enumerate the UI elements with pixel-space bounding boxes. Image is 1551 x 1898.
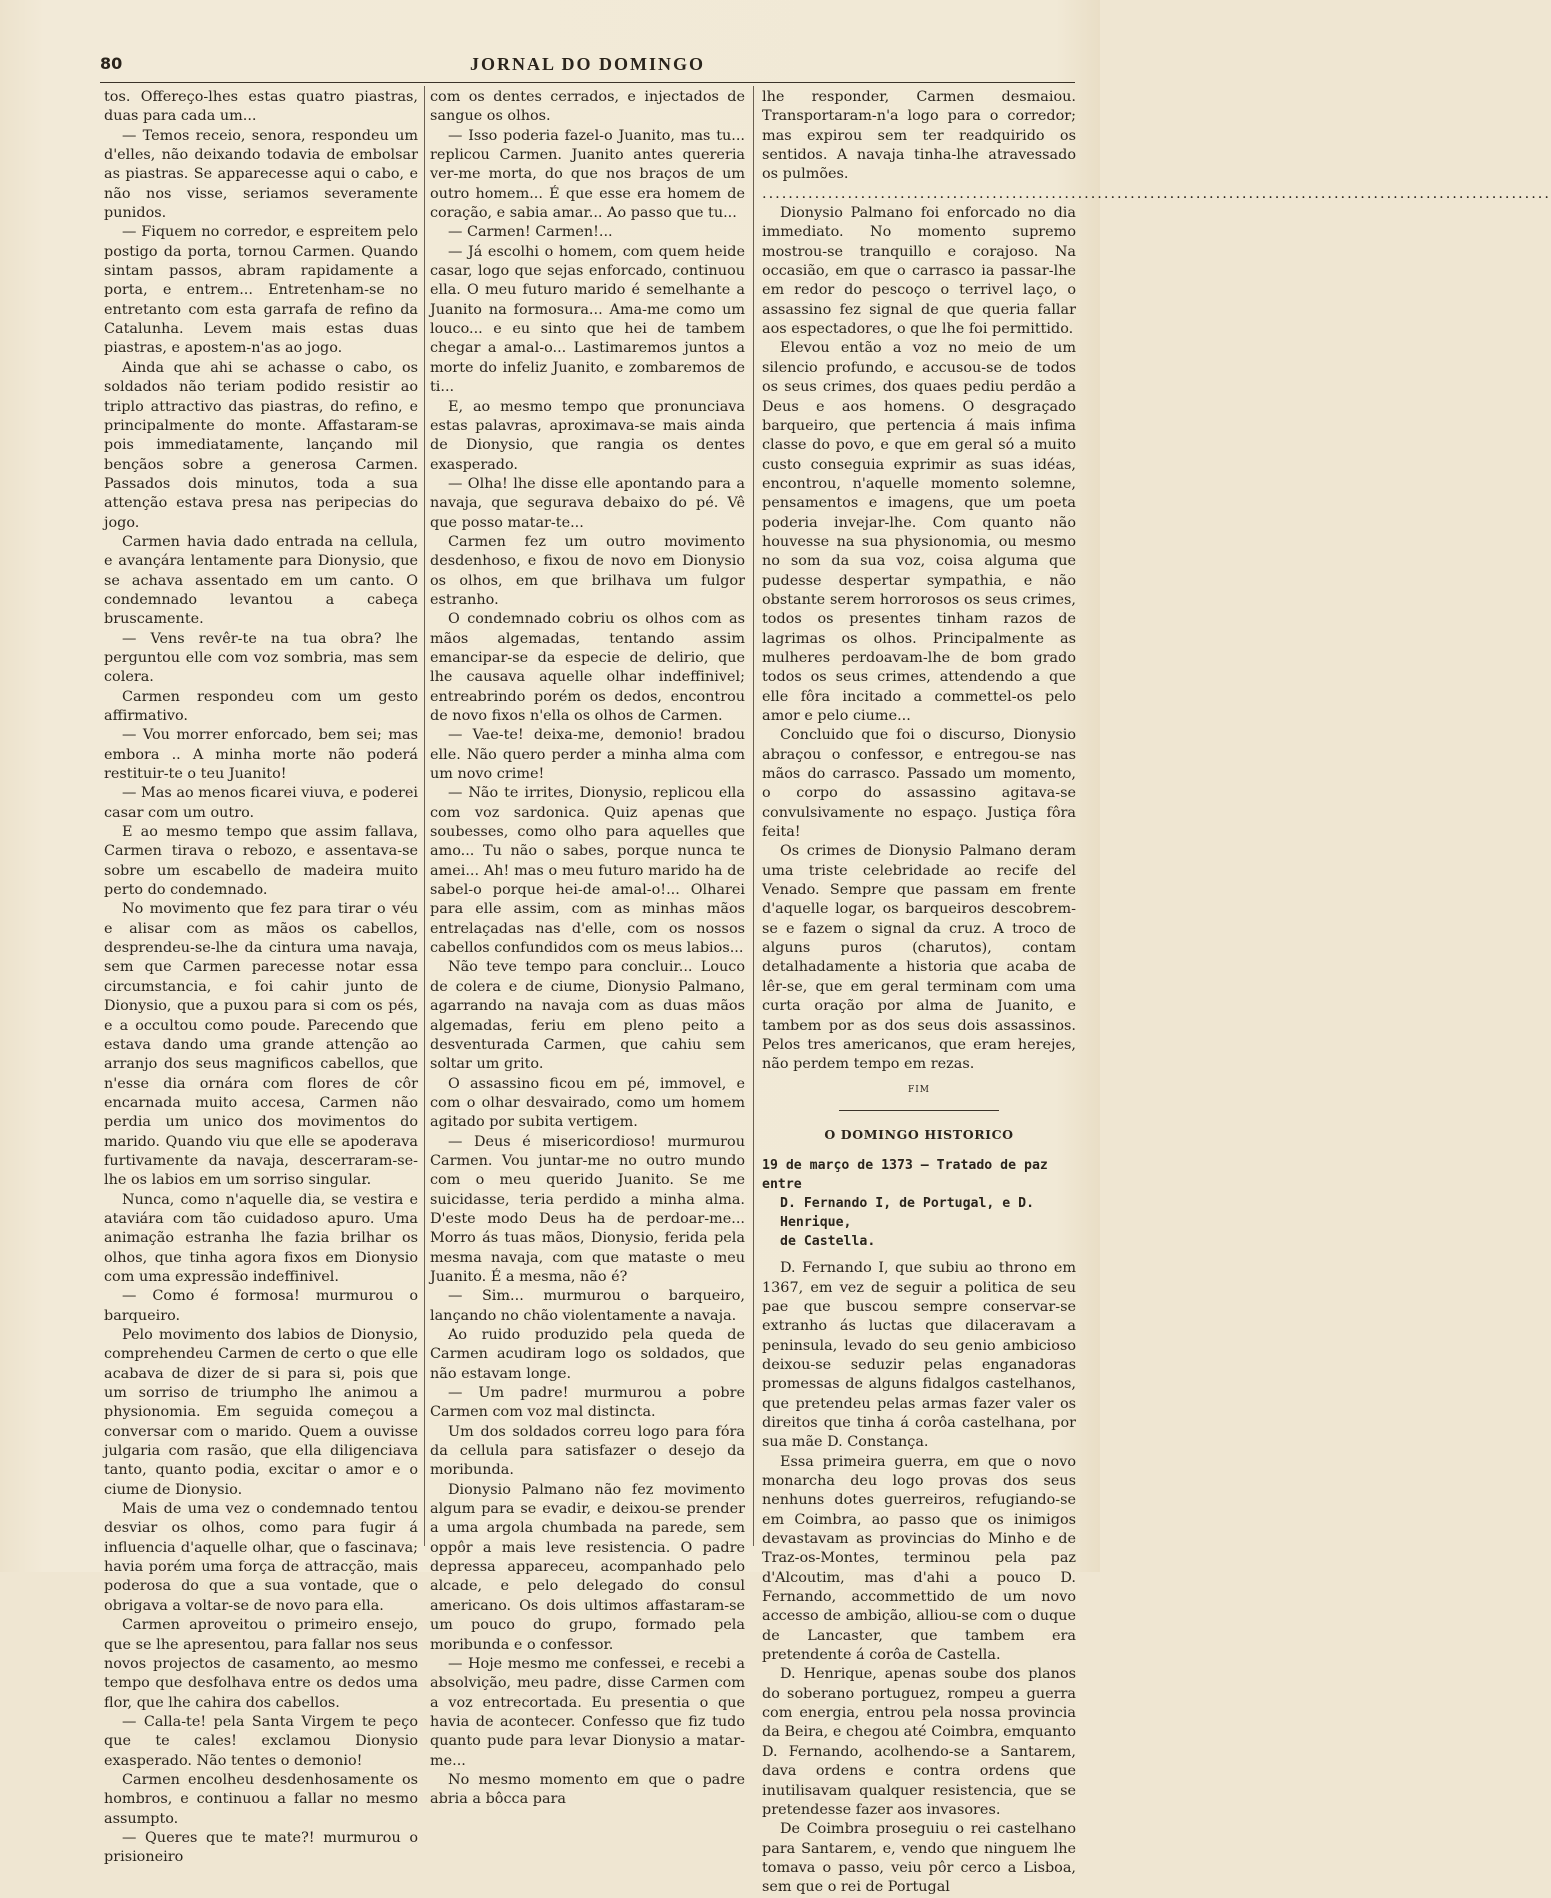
paragraph: Concluido que foi o discurso, Dionysio abraçou o confessor, e entregou-se nas mãos do carrasco. Passado um momento, o corpo do assassino agitava-se convulsivamente no espaço. Justiça fôra feita! (762, 727, 1076, 841)
paragraph: Um dos soldados correu logo para fóra da cellula para satisfazer o desejo da moribunda. (430, 1423, 745, 1479)
paragraph: Carmen fez um outro movimento desdenhoso, e fixou de novo em Dionysio os olhos, em que brilhava um fulgor estranho. (430, 533, 745, 608)
headline-line-3: de Castella. (780, 1234, 876, 1250)
paragraph: Não teve tempo para concluir... Louco de colera e de ciume, Dionysio Palmano, agarrando na navaja com as duas mãos algemadas, feriu em pleno peito a desventurada Carmen, que cahiu sem soltar um grito. (430, 959, 745, 1073)
paragraph: Carmen respondeu com um gesto affirmativo. (104, 688, 418, 724)
paragraph: Ainda que ahi se achasse o cabo, os soldados não teriam podido resistir ao triplo attractivo das piastras, do refino, e principalmente do monte. Affastaram-se pois immediatamente, lançando mil bençãos sobre a generosa Carmen. Passados dois minutos, toda a sua attenção estava presa nas peripecias do jogo. (104, 359, 418, 531)
headline-line-2: D. Fernando I, de Portugal, e D. Henrique, (780, 1196, 1035, 1231)
paragraph: Pelo movimento dos labios de Dionysio, comprehendeu Carmen de certo o que elle acabava de dizer de si para si, pois que um sorriso de triumpho lhe animou a physionomia. Em seguida começou a conversar com o marido. Quem a ouvisse julgaria com rasão, que ella diligenciava tanto, quanto podia, excitar o amor e o ciume de Dionysio. (104, 1327, 418, 1498)
paragraph: — Vou morrer enforcado, bem sei; mas embora .. A minha morte não poderá restituir-te o teu Juanito! (104, 727, 418, 783)
column-2 (430, 88, 745, 1808)
column-divider (753, 86, 754, 1546)
paragraph: Carmen havia dado entrada na cellula, e avançára lentamente para Dionysio, que se achava assentado em um canto. O condemnado levantou a cabeça bruscamente. (104, 533, 418, 628)
paragraph: com os dentes cerrados, e injectados de sangue os olhos. (430, 89, 745, 125)
column-3 (762, 88, 1551, 1896)
paragraph: — Calla-te! pela Santa Virgem te peço que te cales! exclamou Dionysio exasperado. Não tentes o demonio! (104, 1713, 418, 1769)
paragraph: Os crimes de Dionysio Palmano deram uma triste celebridade ao recife del Venado. Sempre que passam em frente d'aquelle logar, os barqueiros descobrem-se e fazem o signal da cruz. A troco de alguns puros (charutos), contam detalhadamente a historia que acaba de lêr-se, que em geral terminam com uma curta oração por alma de Juanito, e tambem por as dos seus dois assassinos. Pelos tres americanos, que eram herejes, não perdem tempo em rezas. (762, 843, 1076, 1073)
paragraph: — Vae-te! deixa-me, demonio! bradou elle. Não quero perder a minha alma com um novo crime! (430, 727, 745, 783)
paragraph: — Queres que te mate?! murmurou o prisioneiro (104, 1829, 418, 1866)
paragraph: — Já escolhi o homem, com quem heide casar, logo que sejas enforcado, continuou ella. O meu futuro marido é semelhante a Juanito na formosura... Ama-me como um louco... e eu sinto que hei de tambem chegar a amal-o... Lastimaremos juntos a morte do infeliz Juanito, e zombaremos de ti... (430, 243, 745, 396)
headline-line-1: 19 de março de 1373 — Tratado de paz entre (762, 1158, 1048, 1193)
paragraph: Dionysio Palmano foi enforcado no dia immediato. No momento supremo mostrou-se tranquillo e corajoso. Na occasião, em que o carrasco ia passar-lhe em redor do pescoço o terrivel laço, o assassino fez signal de que queria fallar aos espectadores, o que lhe foi permittido. (762, 205, 1076, 338)
section-title: O DOMINGO HISTORICO (824, 1126, 1014, 1142)
paragraph: — Não te irrites, Dionysio, replicou ella com voz sardonica. Quiz apenas que soubesses, como olho para aquelles que amo... Tu não o sabes, porque nunca te amei... Ah! mas o meu futuro marido ha de sabel-o porque hei-de amal-o!... Olharei para elle assim, com as minhas mãos entrelaçadas nas d'elle, com os nossos cabellos confundidos com os meus labios... (430, 785, 745, 957)
paragraph: — Fiquem no corredor, e espreitem pelo postigo da porta, tornou Carmen. Quando sintam passos, abram rapidamente a porta, e entrem... Entretenham-se no entretanto com esta garrafa de refino da Catalunha. Levem mais estas duas piastras, e apostem-n'as ao jogo. (104, 224, 418, 357)
paragraph: Carmen encolheu desdenhosamente os hombros, e continuou a fallar no mesmo assumpto. (104, 1771, 418, 1827)
page-header (100, 50, 1075, 83)
paragraph: — Deus é misericordioso! murmurou Carmen. Vou juntar-me no outro mundo com o meu querido Juanito. Se me suicidasse, teria perdido a minha alma. D'este modo Deus ha de perdoar-me... Morro ás tuas mãos, Dionysio, ferida pela mesma navaja, com que mataste o meu Juanito. É a mesma, não é? (430, 1133, 745, 1285)
paragraph: — Sim... murmurou o barqueiro, lançando no chão violentamente a navaja. (430, 1288, 745, 1324)
paragraph: — Hoje mesmo me confessei, e recebi a absolvição, meu padre, disse Carmen com a voz entrecortada. Eu presentia o que havia de acontecer. Confesso que fiz tudo quanto pude para levar Dionysio a matar-me... (430, 1655, 745, 1769)
journal-title: JORNAL DO DOMINGO (469, 54, 705, 74)
paragraph: tos. Offereço-lhes estas quatro piastras, duas para cada um... (104, 89, 418, 125)
paragraph: D. Henrique, apenas soube dos planos do soberano portuguez, rompeu a guerra com energia, entrou pela nossa provincia da Beira, e chegou até Coimbra, emquanto D. Fernando, acolhendo-se a Santarem, dava ordens e contra ordens que inutilisavam qualquer resistencia, que se pretendesse fazer aos invasores. (762, 1666, 1076, 1818)
ellipsis-separator: ........................................................................................................................ (762, 185, 1551, 202)
paragraph: Dionysio Palmano não fez movimento algum para se evadir, e deixou-se prender a uma argola chumbada na parede, sem oppôr a mais leve resistencia. O padre depressa appareceu, acompanhado pelo alcade, e pelo delegado do consul americano. Os dois ultimos affastaram-se um pouco do grupo, formado pela moribunda e o confessor. (430, 1481, 745, 1653)
paragraph: — Um padre! murmurou a pobre Carmen com voz mal distincta. (430, 1385, 745, 1421)
paragraph: lhe responder, Carmen desmaiou. Transportaram-n'a logo para o corredor; mas expirou sem ter readquirido os sentidos. A navaja tinha-lhe atravessado os pulmões. (762, 89, 1076, 183)
paragraph: O assassino ficou em pé, immovel, e com o olhar desvairado, como um homem agitado por subita vertigem. (430, 1075, 745, 1131)
paragraph: E ao mesmo tempo que assim fallava, Carmen tirava o rebozo, e assentava-se sobre um escabello de madeira muito perto do condemnado. (104, 824, 418, 899)
paragraph: Carmen aproveitou o primeiro ensejo, que se lhe apresentou, para fallar nos seus novos projectos de casamento, ao mesmo tempo que desfolhava entre os dedos uma flor, que lhe cahira dos cabellos. (104, 1617, 418, 1711)
paragraph: E, ao mesmo tempo que pronunciava estas palavras, aproximava-se mais ainda de Dionysio, que rangia os dentes exasperado. (430, 398, 745, 473)
paragraph: — Isso poderia fazel-o Juanito, mas tu... replicou Carmen. Juanito antes quereria ver-me morta, do que nos braços de um outro homem... É que esse era homem de coração, e sabia amar... Ao passo que tu... (430, 127, 745, 222)
section-rule (839, 1110, 999, 1111)
paragraph: Nunca, como n'aquelle dia, se vestira e ataviára com tão cuidadoso apuro. Uma animação estranha lhe fazia brilhar os olhos, que tinha agora fixos em Dionysio com uma expressão indeffinivel. (104, 1191, 418, 1285)
column-divider (424, 86, 425, 1546)
paragraph: No movimento que fez para tirar o véu e alisar com as mãos os cabellos, desprendeu-se-lhe da cintura uma navaja, sem que Carmen parecesse notar essa circumstancia, e foi cahir junto de Dionysio, que a puxou para si com os pés, e a occultou como poude. Parecendo que estava dando uma grande attenção ao arranjo dos seus magnificos cabellos, que n'esse dia ornára com flores de côr encarnada muito accesa, Carmen não perdia um unico dos movimentos do marido. Quando viu que elle se apoderava furtivamente da navaja, descerraram-se-lhe os labios em um sorriso singular. (104, 901, 418, 1189)
paragraph: — Como é formosa! murmurou o barqueiro. (104, 1288, 418, 1324)
paragraph: Ao ruido produzido pela queda de Carmen acudiram logo os soldados, que não estavam longe. (430, 1327, 745, 1382)
paragraph: D. Fernando I, que subiu ao throno em 1367, em vez de seguir a politica de seu pae que buscou sempre conservar-se extranho ás luctas que dilaceravam a peninsula, levado do seu genio ambicioso deixou-se seduzir pelas enganadoras promessas de alguns fidalgos castelhanos, que pretendeu pelas armas fazer valer os direitos que tinha á corôa castelhana, por sua mãe D. Constança. (762, 1260, 1076, 1451)
paragraph: — Mas ao menos ficarei viuva, e poderei casar com um outro. (104, 785, 418, 821)
paragraph: — Olha! lhe disse elle apontando para a navaja, que segurava debaixo do pé. Vê que posso matar-te... (430, 475, 745, 531)
paragraph: — Temos receio, senora, respondeu um d'elles, não deixando todavia de embolsar as piastras. Se apparecesse aqui o cabo, e não nos visse, seriamos severamente punidos. (104, 127, 418, 222)
column-1 (104, 88, 418, 1866)
paragraph: Mais de uma vez o condemnado tentou desviar os olhos, como para fugir á influencia d'aquelle olhar, que o fascinava; havia porém uma força de attracção, mais poderosa do que a sua vontade, que o obrigava a voltar-se de novo para ella. (104, 1501, 418, 1614)
fim-marker: FIM (907, 1084, 930, 1095)
page-number: 80 (100, 54, 123, 73)
paragraph: De Coimbra proseguiu o rei castelhano para Santarem, e, vendo que ninguem lhe tomava o passo, veiu pôr cerco a Lisboa, sem que o rei de Portugal (762, 1821, 1076, 1896)
paragraph: — Vens revêr-te na tua obra? lhe perguntou elle com voz sombria, mas sem colera. (104, 630, 418, 686)
paragraph: O condemnado cobriu os olhos com as mãos algemadas, tentando assim emancipar-se da especie de delirio, que lhe causava aquelle olhar indeffinivel; entreabrindo porém os dedos, encontrou de novo fixos n'ella os olhos de Carmen. (430, 611, 745, 724)
paragraph: — Carmen! Carmen!... (448, 224, 613, 241)
section-headline (762, 1156, 1076, 1251)
history-article (762, 1259, 1076, 1897)
paragraph: No mesmo momento em que o padre abria a bôcca para (430, 1771, 745, 1808)
paragraph: Essa primeira guerra, em que o novo monarcha deu logo provas dos seus nenhuns dotes guerreiros, refugiando-se em Coimbra, ao passo que os inimigos devastavam as provincias do Minho e de Traz-os-Montes, terminou pela paz d'Alcoutim, mas d'ahi a pouco D. Fernando, accommettido de um novo accesso de ambição, alliou-se com o duque de Lancaster, que tambem era pretendente á corôa de Castella. (762, 1453, 1076, 1664)
story-conclusion (762, 88, 1551, 1075)
paragraph: Elevou então a voz no meio de um silencio profundo, e accusou-se de todos os seus crimes, dos quaes pediu perdão a Deus e aos homens. O desgraçado barqueiro, que pertencia á mais infima classe do povo, e que em geral só a muito custo conseguia exprimir as suas idéas, encontrou, n'aquelle momento solemne, pensamentos e imagens, que um poeta poderia invejar-lhe. Com quanto não houvesse na sua physionomia, ou mesmo no som da sua voz, coisa alguma que pudesse despertar sympathia, e não obstante serem horrorosos os seus crimes, todos os presentes tinham razos de lagrimas os olhos. Principalmente as mulheres perdoavam-lhe de bom grado todos os seus crimes, attendendo a que elle fôra incitado a commettel-os pelo amor e pelo ciume... (762, 340, 1076, 724)
